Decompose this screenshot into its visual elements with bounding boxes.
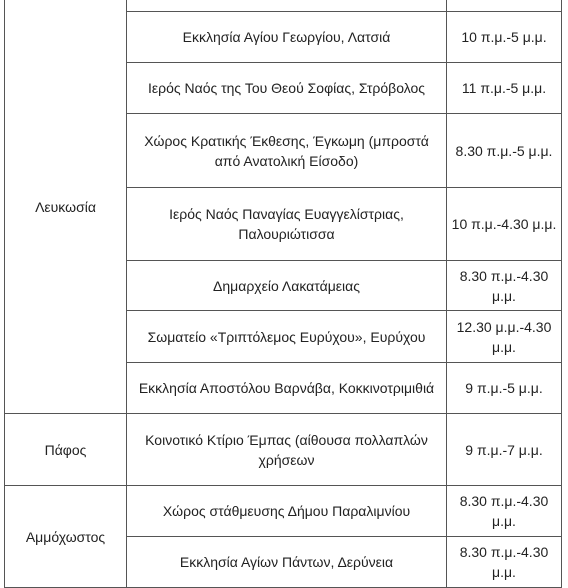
location-cell: Δημαρχείο Λακατάμειας: [127, 261, 447, 311]
hours-cell: [447, 0, 562, 12]
region-cell: Πάφος: [5, 414, 127, 486]
hours-cell: 8.30 π.μ.-4.30 μ.μ.: [447, 261, 562, 311]
location-cell: Κοινοτικό Κτίριο Έμπας (αίθουσα πολλαπλών χρήσεων: [127, 414, 447, 486]
hours-cell: 11 π.μ.-5 μ.μ.: [447, 63, 562, 114]
region-cell: Λευκωσία: [5, 0, 127, 414]
region-cell: Αμμόχωστος: [5, 486, 127, 588]
table-row: [5, 486, 562, 537]
location-cell: Ιερός Ναός Παναγίας Ευαγγελίστριας, Παλουριώτισσα: [127, 188, 447, 261]
location-cell: Σωματείο «Τριπτόλεμος Ευρύχου», Ευρύχου: [127, 311, 447, 363]
location-cell: Εκκλησία Αγίου Γεωργίου, Λατσιά: [127, 12, 447, 63]
hours-cell: 10 π.μ.-5 μ.μ.: [447, 12, 562, 63]
hours-cell: 10 π.μ.-4.30 μ.μ.: [447, 188, 562, 261]
hours-cell: 12.30 μ.μ.-4.30 μ.μ.: [447, 311, 562, 363]
hours-cell: 9 π.μ.-7 μ.μ.: [447, 414, 562, 486]
location-cell: [127, 0, 447, 12]
table-row: [5, 0, 562, 12]
location-cell: Εκκλησία Αποστόλου Βαρνάβα, Κοκκινοτριμιθιά: [127, 363, 447, 414]
vaccination-schedule-table: [4, 0, 562, 588]
hours-cell: 8.30 π.μ.-4.30 μ.μ.: [447, 537, 562, 588]
schedule-body: [5, 0, 562, 588]
location-cell: Ιερός Ναός της Του Θεού Σοφίας, Στρόβολος: [127, 63, 447, 114]
hours-cell: 9 π.μ.-5 μ.μ.: [447, 363, 562, 414]
table-row: [5, 414, 562, 486]
location-cell: Χώρος στάθμευσης Δήμου Παραλιμνίου: [127, 486, 447, 537]
location-cell: Εκκλησία Αγίων Πάντων, Δερύνεια: [127, 537, 447, 588]
location-cell: Χώρος Κρατικής Έκθεσης, Έγκωμη (μπροστά από Ανατολική Είσοδο): [127, 114, 447, 188]
hours-cell: 8.30 π.μ.-5 μ.μ.: [447, 114, 562, 188]
hours-cell: 8.30 π.μ.-4.30 μ.μ.: [447, 486, 562, 537]
